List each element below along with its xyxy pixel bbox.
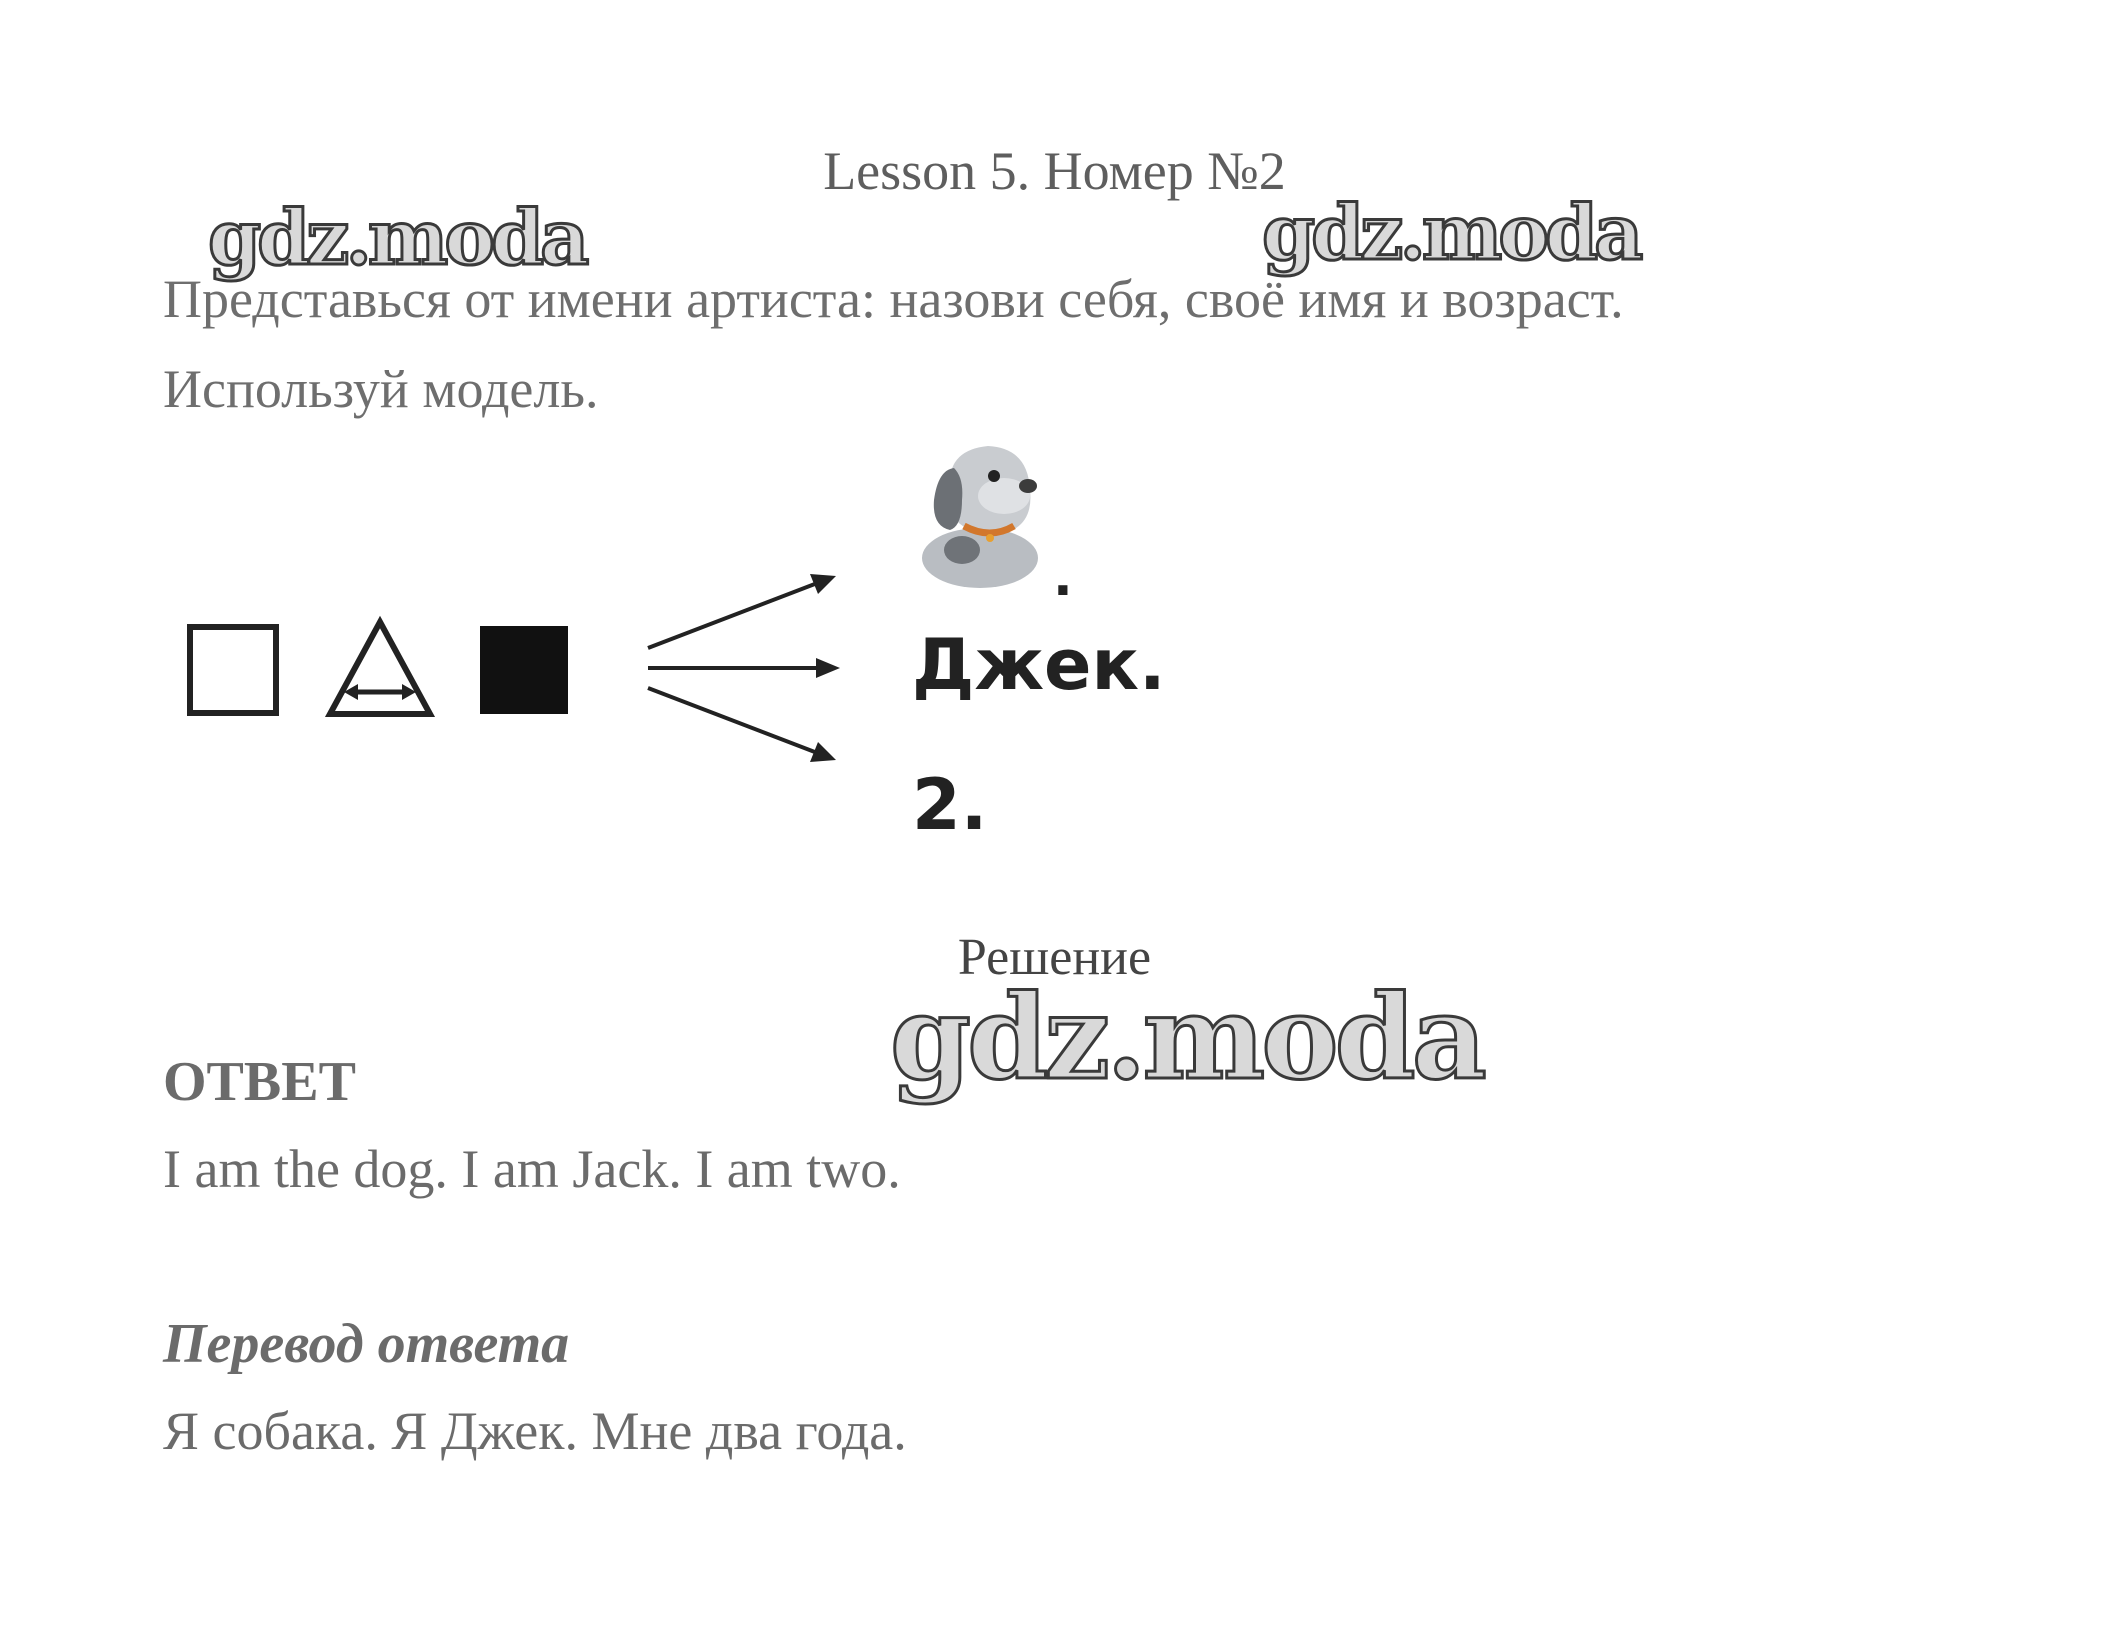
filled-square-icon	[478, 624, 570, 716]
model-name-word: Джек.	[912, 624, 1166, 706]
translation-text: Я собака. Я Джек. Мне два года.	[163, 1401, 907, 1461]
empty-square-icon	[185, 622, 285, 718]
solution-label: Решение	[957, 929, 1152, 986]
model-age-word: 2.	[912, 764, 988, 846]
watermark-center: gdz.moda	[890, 970, 1483, 1106]
task-instruction: Представься от имени артиста: назови себя, своё имя и возраст.	[163, 269, 1624, 329]
answer-text: I am the dog. I am Jack. I am two.	[163, 1139, 901, 1199]
task-instruction-model: Используй модель.	[163, 359, 599, 419]
arrows-icon	[640, 560, 860, 780]
watermark-right: gdz.moda	[1262, 188, 1640, 277]
dog-icon	[910, 430, 1060, 590]
answer-heading: ОТВЕТ	[163, 1051, 356, 1113]
translation-heading: Перевод ответа	[163, 1313, 570, 1375]
picture-period: .	[1053, 548, 1073, 608]
watermark-left: gdz.moda	[208, 193, 586, 282]
page-title: Lesson 5. Номер №2	[823, 141, 1286, 201]
triangle-arrows-icon	[322, 616, 437, 720]
